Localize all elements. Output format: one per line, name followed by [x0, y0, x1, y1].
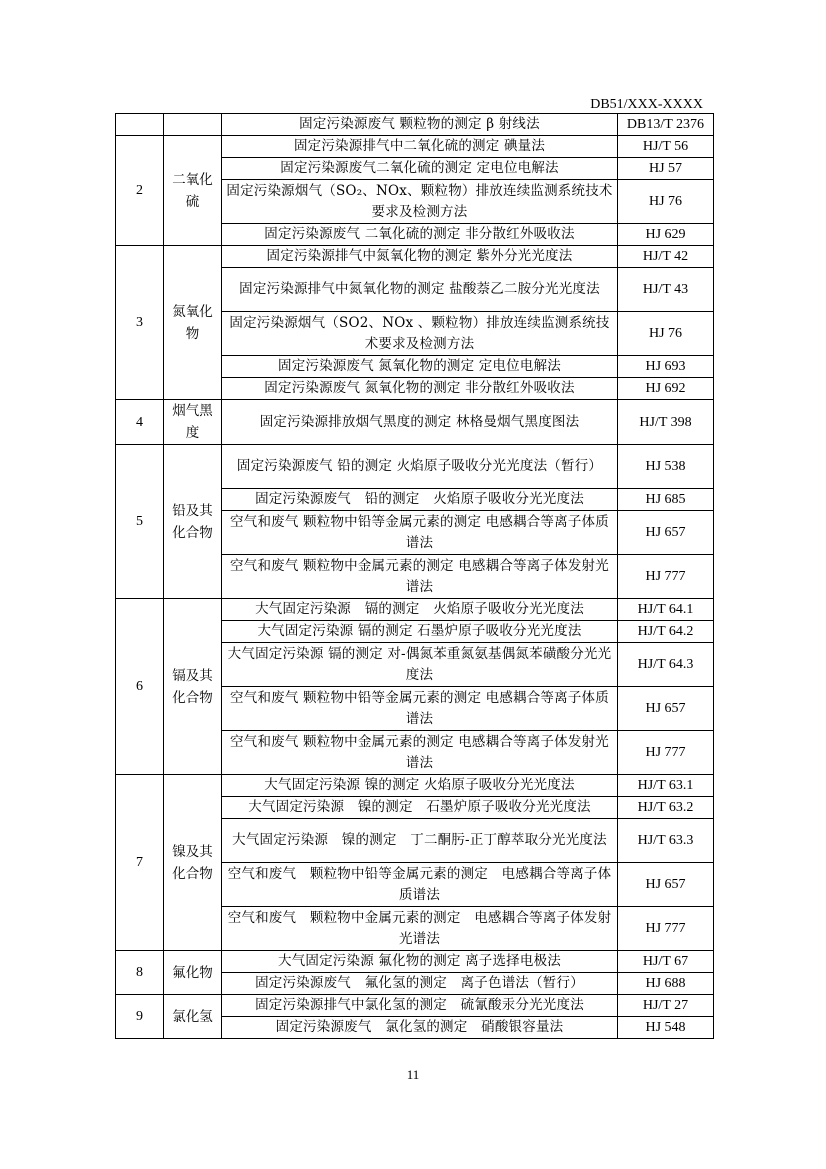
pollutant-name: 氟化物: [164, 951, 222, 995]
method-name: 固定污染源废气 颗粒物的测定 β 射线法: [222, 114, 618, 136]
table-row: [116, 136, 714, 158]
standard-code: HJ 538: [618, 445, 714, 489]
standard-code: HJ/T 56: [618, 136, 714, 158]
standard-code: HJ/T 64.2: [618, 621, 714, 643]
method-name: 空气和废气 颗粒物中铅等金属元素的测定 电感耦合等离子体质谱法: [222, 511, 618, 555]
method-name: 固定污染源废气 铅的测定 火焰原子吸收分光光度法（暂行）: [222, 445, 618, 489]
method-name: 空气和废气 颗粒物中铅等金属元素的测定 电感耦合等离子体质谱法: [222, 863, 618, 907]
method-name: 大气固定污染源 镉的测定 石墨炉原子吸收分光光度法: [222, 621, 618, 643]
pollutant-name: 氮氧化物: [164, 246, 222, 400]
standard-code: HJ/T 42: [618, 246, 714, 268]
table-row: [116, 114, 714, 136]
method-name: 大气固定污染源 镍的测定 火焰原子吸收分光光度法: [222, 775, 618, 797]
method-name: 固定污染源废气 氯化氢的测定 硝酸银容量法: [222, 1017, 618, 1039]
method-name: 空气和废气 颗粒物中金属元素的测定 电感耦合等离子体发射光谱法: [222, 731, 618, 775]
table-row: [116, 599, 714, 621]
standard-code: HJ/T 63.1: [618, 775, 714, 797]
standards-table: [115, 113, 714, 1039]
standard-code: HJ 76: [618, 180, 714, 224]
standard-code: HJ/T 67: [618, 951, 714, 973]
method-name: 大气固定污染源 镉的测定 火焰原子吸收分光光度法: [222, 599, 618, 621]
standard-code: HJ 548: [618, 1017, 714, 1039]
standard-code: HJ 777: [618, 907, 714, 951]
standard-code: HJ/T 27: [618, 995, 714, 1017]
method-name: 固定污染源排气中氮氧化物的测定 盐酸萘乙二胺分光光度法: [222, 268, 618, 312]
group-number: [116, 114, 164, 136]
method-name: 固定污染源废气 氟化氢的测定 离子色谱法（暂行）: [222, 973, 618, 995]
standard-code: HJ 629: [618, 224, 714, 246]
document-code: DB51/XXX-XXXX: [590, 97, 703, 112]
pollutant-name: 氯化氢: [164, 995, 222, 1039]
standard-code: HJ/T 64.3: [618, 643, 714, 687]
method-name: 固定污染源废气 氮氧化物的测定 非分散红外吸收法: [222, 378, 618, 400]
standard-code: HJ/T 63.2: [618, 797, 714, 819]
standard-code: HJ 692: [618, 378, 714, 400]
standard-code: HJ 657: [618, 511, 714, 555]
standard-code: HJ/T 398: [618, 400, 714, 445]
table-row: [116, 246, 714, 268]
table-row: [116, 400, 714, 445]
pollutant-name: [164, 114, 222, 136]
method-name: 大气固定污染源 镍的测定 丁二酮肟-正丁醇萃取分光光度法: [222, 819, 618, 863]
table-row: [116, 775, 714, 797]
group-number: 5: [116, 445, 164, 599]
method-name: 固定污染源废气二氧化硫的测定 定电位电解法: [222, 158, 618, 180]
standard-code: HJ 657: [618, 863, 714, 907]
method-name: 固定污染源烟气（SO2、NOx 、颗粒物）排放连续监测系统技术要求及检测方法: [222, 312, 618, 356]
pollutant-name: 镍及其化合物: [164, 775, 222, 951]
table-row: [116, 951, 714, 973]
standard-code: DB13/T 2376: [618, 114, 714, 136]
pollutant-name: 二氧化硫: [164, 136, 222, 246]
standard-code: HJ 57: [618, 158, 714, 180]
pollutant-name: 烟气黑度: [164, 400, 222, 445]
standard-code: HJ/T 64.1: [618, 599, 714, 621]
method-name: 大气固定污染源 氟化物的测定 离子选择电极法: [222, 951, 618, 973]
group-number: 8: [116, 951, 164, 995]
method-name: 大气固定污染源 镉的测定 对-偶氮苯重氮氨基偶氮苯磺酸分光光度法: [222, 643, 618, 687]
method-name: 固定污染源排气中二氧化硫的测定 碘量法: [222, 136, 618, 158]
method-name: 大气固定污染源 镍的测定 石墨炉原子吸收分光光度法: [222, 797, 618, 819]
method-name: 固定污染源废气 二氧化硫的测定 非分散红外吸收法: [222, 224, 618, 246]
standard-code: HJ 76: [618, 312, 714, 356]
method-name: 空气和废气 颗粒物中铅等金属元素的测定 电感耦合等离子体质谱法: [222, 687, 618, 731]
table-row: [116, 995, 714, 1017]
standard-code: HJ 685: [618, 489, 714, 511]
group-number: 6: [116, 599, 164, 775]
method-name: 固定污染源烟气（SO₂、NOx、颗粒物）排放连续监测系统技术要求及检测方法: [222, 180, 618, 224]
standard-code: HJ 657: [618, 687, 714, 731]
standard-code: HJ 777: [618, 555, 714, 599]
group-number: 7: [116, 775, 164, 951]
group-number: 9: [116, 995, 164, 1039]
method-name: 固定污染源废气 铅的测定 火焰原子吸收分光光度法: [222, 489, 618, 511]
pollutant-name: 铅及其化合物: [164, 445, 222, 599]
table-row: [116, 445, 714, 489]
standard-code: HJ/T 43: [618, 268, 714, 312]
method-name: 固定污染源排气中氮氧化物的测定 紫外分光光度法: [222, 246, 618, 268]
standard-code: HJ 688: [618, 973, 714, 995]
standard-code: HJ/T 63.3: [618, 819, 714, 863]
method-name: 空气和废气 颗粒物中金属元素的测定 电感耦合等离子体发射光谱法: [222, 555, 618, 599]
method-name: 固定污染源排放烟气黑度的测定 林格曼烟气黑度图法: [222, 400, 618, 445]
group-number: 3: [116, 246, 164, 400]
group-number: 4: [116, 400, 164, 445]
group-number: 2: [116, 136, 164, 246]
method-name: 固定污染源排气中氯化氢的测定 硫氰酸汞分光光度法: [222, 995, 618, 1017]
standard-code: HJ 777: [618, 731, 714, 775]
pollutant-name: 镉及其化合物: [164, 599, 222, 775]
standard-code: HJ 693: [618, 356, 714, 378]
method-name: 空气和废气 颗粒物中金属元素的测定 电感耦合等离子体发射光谱法: [222, 907, 618, 951]
page-number: 11: [406, 1067, 420, 1082]
method-name: 固定污染源废气 氮氧化物的测定 定电位电解法: [222, 356, 618, 378]
